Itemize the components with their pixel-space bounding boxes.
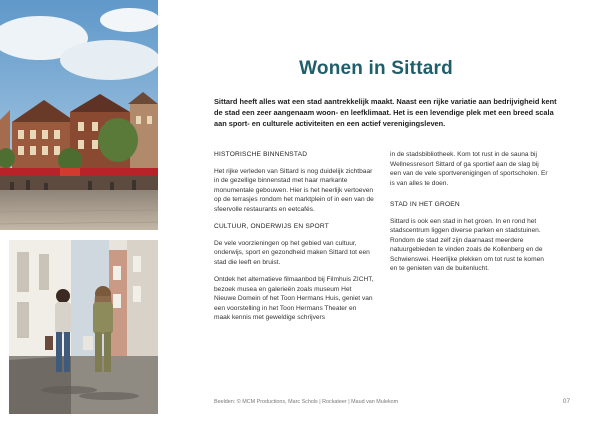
section-text-cultuur-2: Ontdek het alternatieve filmaanbod bij Filmhuis ZICHT, bezoek musea en galerieën zoals museum Het Nieuwe Domein of het Toon Hermans Huis, geniet van een voorstelling in het Toon Hermans Theater en maak kennis met geweldige schrijvers — [214, 276, 374, 321]
section-heading-cultuur: CULTUUR, ONDERWIJS EN SPORT — [214, 223, 329, 230]
section-heading-historische-binnenstad: HISTORISCHE BINNENSTAD — [214, 151, 308, 158]
section-text-stad-in-het-groen: Sittard is ook een stad in het groen. In en rond het stadscentrum liggen diverse parken en stadstuinen. Rondom de stad zelf zijn daarnaast meerdere natuurgebieden te vinden zoals de Kollenberg en de Schwienswei. Heerlijke plekken om tot rust te komen en te genieten van de buitenlucht. — [390, 217, 544, 272]
section-heading-stad-in-het-groen: STAD IN HET GROEN — [390, 201, 460, 208]
section-text-historische-binnenstad: Het rijke verleden van Sittard is nog duidelijk zichtbaar in de gezellige binnenstad met haar markante monumentale gebouwen. Hier is het heerlijk vertoeven op de terrasjes rondom het marktplein of in een van de sfeervolle restaurants en eetcafés. — [214, 167, 374, 213]
page-title: Wonen in Sittard — [299, 58, 453, 79]
photo-credits: Beelden: © MCM Productions, Marc Schols | Rockateer | Maud van Mulekom — [214, 399, 399, 405]
street-walk-photo — [9, 240, 158, 414]
market-square-photo — [0, 0, 158, 230]
page-number: 07 — [562, 398, 570, 405]
continued-text: in de stadsbibliotheek. Kom tot rust in de sauna bij Wellnessresort Sittard of ga sportief aan de slag bij een van de vele sportverenigingen of sportscholen. Er is van alles te doen. — [390, 151, 548, 187]
left-column — [214, 150, 374, 331]
section-text-cultuur-1: De vele voorzieningen op het gebied van cultuur, onderwijs, sport en gezondheid maken Sittard tot een stad die leeft en bruist. — [214, 239, 370, 266]
intro-paragraph: Sittard heeft alles wat een stad aantrekkelijk maakt. Naast een rijke variatie aan bedrijvigheid kent de stad een zeer aangenaam woon- en leefklimaat. Het is een levendige plek met een breed scala aan sport- en culturele activiteiten en een actief verenigingsleven. — [214, 97, 557, 128]
right-column — [390, 150, 550, 282]
